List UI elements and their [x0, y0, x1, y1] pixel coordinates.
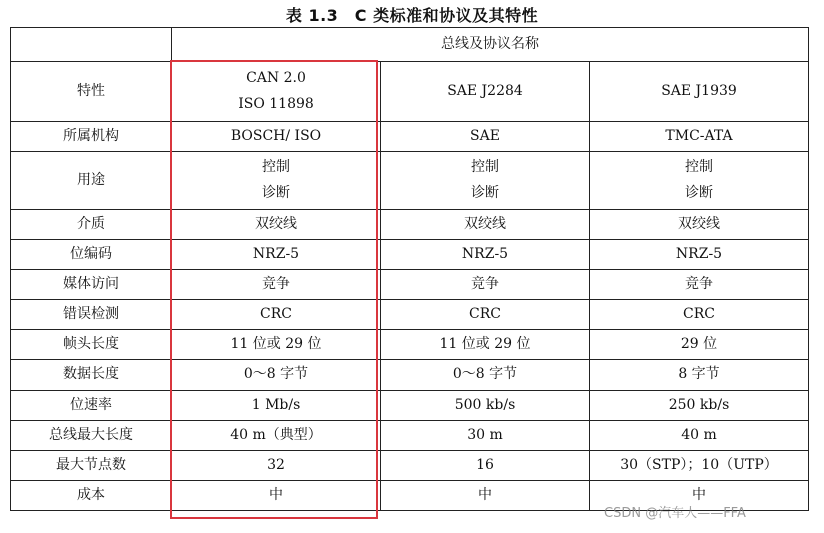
cell-text: NRZ-5	[252, 245, 300, 262]
cell-text: 诊断	[685, 184, 713, 201]
cell-text: 双绞线	[255, 215, 297, 232]
cell-text: 16	[476, 456, 494, 473]
table-cell	[590, 122, 809, 152]
table-row	[11, 391, 809, 421]
cell-text: 500 kb/s	[454, 396, 516, 413]
table-cell	[381, 210, 590, 240]
table-cell	[590, 240, 809, 270]
cell-text: 0～8 字节	[452, 366, 518, 383]
cell-text: 诊断	[262, 184, 290, 201]
cell-text: 中	[478, 486, 492, 503]
cell-text: 1 Mb/s	[251, 396, 301, 413]
cell-text: 控制	[262, 159, 290, 175]
table-cell	[381, 421, 590, 451]
table-cell	[590, 152, 809, 210]
feature-label: 介质	[11, 210, 172, 240]
table-cell	[590, 421, 809, 451]
cell-text: 竞争	[685, 275, 713, 292]
table-cell	[172, 391, 381, 421]
table-row	[11, 152, 809, 210]
column-header-row	[11, 62, 809, 122]
group-header-row	[11, 28, 809, 62]
table-row	[11, 421, 809, 451]
table-cell	[172, 421, 381, 451]
feature-label: 媒体访问	[11, 270, 172, 300]
table-cell	[381, 300, 590, 330]
table-caption: 表 1.3 C 类标准和协议及其特性	[285, 6, 539, 25]
cell-text: BOSCH/ ISO	[230, 127, 322, 144]
feature-label: 数据长度	[11, 360, 172, 391]
table-cell	[381, 330, 590, 360]
table-cell	[381, 270, 590, 300]
column-header	[381, 62, 590, 122]
cell-text: 双绞线	[678, 215, 720, 232]
table-cell	[590, 391, 809, 421]
table-cell	[172, 270, 381, 300]
table-cell	[590, 270, 809, 300]
cell-text: 30 m	[467, 426, 503, 443]
table-cell	[172, 152, 381, 210]
feature-label: 位速率	[11, 391, 172, 421]
cell-text: 中	[269, 486, 283, 503]
table-cell	[381, 391, 590, 421]
cell-text: ISO 11898	[238, 95, 314, 112]
cell-text: 29 位	[680, 335, 718, 352]
table-cell	[381, 240, 590, 270]
table-cell	[172, 300, 381, 330]
table-cell	[590, 360, 809, 391]
spec-table	[10, 27, 809, 511]
table-cell	[590, 300, 809, 330]
cell-text: 250 kb/s	[668, 396, 730, 413]
cell-text: SAE J2284	[447, 82, 523, 99]
column-header	[172, 62, 381, 122]
watermark: CSDN @汽车人——FFA	[604, 506, 746, 521]
table-row	[11, 300, 809, 330]
cell-text: 11 位或 29 位	[439, 335, 531, 352]
table-cell	[172, 451, 381, 481]
table-row	[11, 270, 809, 300]
cell-text: 诊断	[471, 184, 499, 201]
table-row	[11, 451, 809, 481]
cell-text: 0～8 字节	[243, 366, 309, 383]
cell-text: 32	[267, 456, 285, 473]
feature-label: 位编码	[11, 240, 172, 270]
feature-label: 所属机构	[11, 122, 172, 152]
table-cell	[590, 330, 809, 360]
cell-text: 双绞线	[464, 215, 506, 232]
cell-text: 竞争	[262, 275, 290, 292]
table-cell	[172, 122, 381, 152]
table-cell	[381, 122, 590, 152]
column-header	[590, 62, 809, 122]
cell-text: 11 位或 29 位	[230, 335, 322, 352]
table-cell	[172, 210, 381, 240]
table-row	[11, 330, 809, 360]
cell-text: SAE J1939	[661, 82, 737, 99]
table-cell	[172, 360, 381, 391]
feature-label: 总线最大长度	[11, 421, 172, 451]
cell-text: CRC	[469, 305, 501, 322]
feature-label: 错误检测	[11, 300, 172, 330]
cell-text: 8 字节	[678, 366, 720, 383]
cell-text: 40 m	[681, 426, 717, 443]
cell-text: 竞争	[471, 275, 499, 292]
row-header-label: 特性	[11, 62, 172, 122]
cell-text: 40 m（典型）	[230, 426, 322, 443]
table-cell	[172, 240, 381, 270]
spec-table-body	[11, 28, 809, 511]
feature-label: 用途	[11, 152, 172, 210]
cell-text: SAE	[470, 127, 500, 144]
feature-label: 最大节点数	[11, 451, 172, 481]
table-row	[11, 210, 809, 240]
table-cell	[381, 481, 590, 511]
cell-text: CRC	[260, 305, 292, 322]
cell-text: TMC-ATA	[665, 127, 733, 144]
table-row	[11, 122, 809, 152]
cell-text: CRC	[683, 305, 715, 322]
cell-text: 30（STP）；10（UTP）	[620, 456, 778, 473]
table-cell	[381, 451, 590, 481]
table-cell	[590, 210, 809, 240]
table-row	[11, 240, 809, 270]
cell-text: 控制	[471, 159, 499, 175]
cell-text: 中	[692, 486, 706, 503]
cell-text: 控制	[685, 159, 713, 175]
cell-text: NRZ-5	[675, 245, 723, 262]
cell-text: NRZ-5	[461, 245, 509, 262]
table-row	[11, 360, 809, 391]
table-cell	[381, 152, 590, 210]
table-cell	[590, 451, 809, 481]
table-cell	[381, 360, 590, 391]
group-header: 总线及协议名称	[172, 28, 809, 62]
feature-label: 成本	[11, 481, 172, 511]
corner-cell	[11, 28, 172, 62]
table-cell	[172, 481, 381, 511]
cell-text: CAN 2.0	[246, 70, 306, 86]
feature-label: 帧头长度	[11, 330, 172, 360]
table-cell	[172, 330, 381, 360]
